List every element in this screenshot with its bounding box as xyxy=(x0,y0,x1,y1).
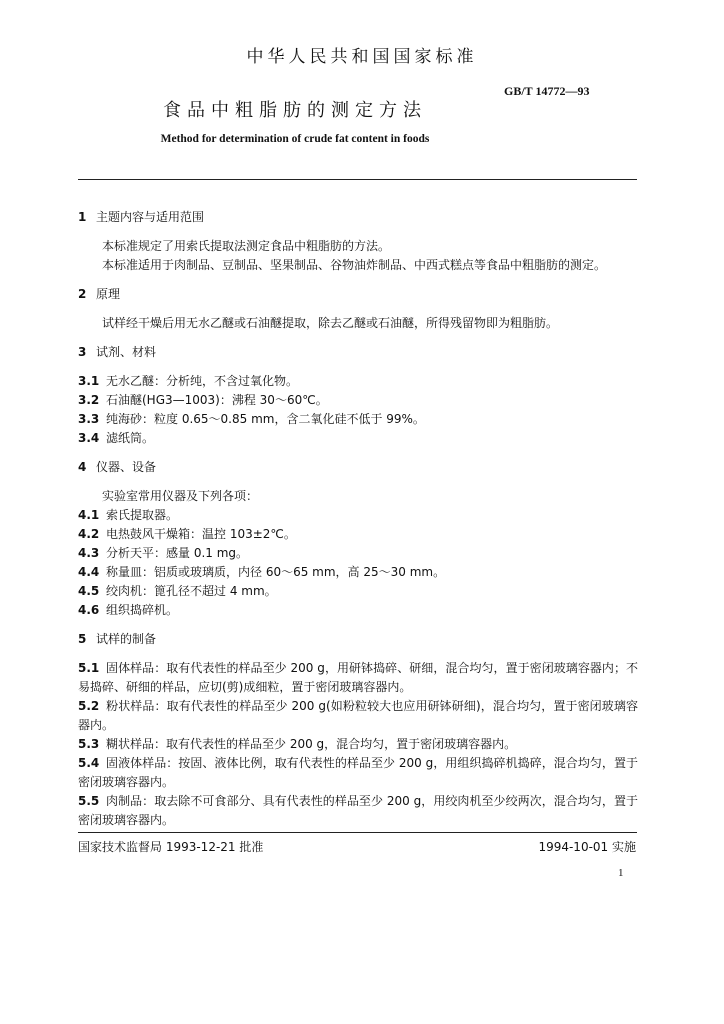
page-number: 1 xyxy=(618,867,624,879)
list-item: 5.4 固液体样品：按固、液体比例，取有代表性的样品至少 200 g，用组织捣碎机捣碎，混合均匀，置于密闭玻璃容器内。 xyxy=(78,756,638,789)
list-item: 4.3 分析天平：感量 0.1 mg。 xyxy=(78,546,249,560)
list-item: 3.2 石油醚(HG3—1003)：沸程 30～60℃。 xyxy=(78,393,328,407)
list-item: 5.1 固体样品：取有代表性的样品至少 200 g，用研钵捣碎、研细，混合均匀，置于密闭玻璃容器内；不易捣碎、研细的样品，应切(剪)成细粒，置于密闭玻璃容器内。 xyxy=(78,661,638,694)
list-item: 4.6 组织捣碎机。 xyxy=(78,603,179,617)
paragraph: 试样经干燥后用无水乙醚或石油醚提取，除去乙醚或石油醚，所得残留物即为粗脂肪。 xyxy=(102,316,559,330)
list-item: 5.2 粉状样品：取有代表性的样品至少 200 g(如粉粒较大也应用研钵研细)，混合均匀，置于密闭玻璃容器内。 xyxy=(78,699,638,732)
title-english: Method for determination of crude fat content in foods xyxy=(160,133,430,145)
section-heading: 4 仪器、设备 xyxy=(78,460,157,474)
standard-number: GB/T 14772—93 xyxy=(504,84,590,98)
implementation-date: 1994-10-01 实施 xyxy=(538,840,636,854)
header-rule xyxy=(78,179,637,180)
list-item: 3.4 滤纸筒。 xyxy=(78,431,155,445)
paragraph: 实验室常用仪器及下列各项： xyxy=(102,489,259,503)
approval-line: 国家技术监督局 1993-12-21 批准 xyxy=(78,840,264,854)
list-item: 4.1 索氏提取器。 xyxy=(78,508,179,522)
national-standard-heading: 中华人民共和国国家标准 xyxy=(246,47,478,67)
list-item: 5.5 肉制品：取去除不可食部分、具有代表性的样品至少 200 g，用绞肉机至少绞两次，混合均匀，置于密闭玻璃容器内。 xyxy=(78,794,638,827)
list-item: 4.2 电热鼓风干燥箱：温控 103±2℃。 xyxy=(78,527,296,541)
list-item: 3.3 纯海砂：粒度 0.65～0.85 mm，含二氧化硅不低于 99%。 xyxy=(78,412,425,426)
list-item: 5.3 糊状样品：取有代表性的样品至少 200 g，混合均匀，置于密闭玻璃容器内。 xyxy=(78,737,517,751)
paragraph: 本标准适用于肉制品、豆制品、坚果制品、谷物油炸制品、中西式糕点等食品中粗脂肪的测定。 xyxy=(102,258,607,272)
section-heading: 5 试样的制备 xyxy=(78,632,157,646)
list-item: 4.5 绞肉机：篦孔径不超过 4 mm。 xyxy=(78,584,277,598)
footer-rule xyxy=(78,832,637,833)
list-item: 4.4 称量皿：铝质或玻璃质，内径 60～65 mm，高 25～30 mm。 xyxy=(78,565,446,579)
list-item: 3.1 无水乙醚：分析纯，不含过氧化物。 xyxy=(78,374,299,388)
title-chinese: 食品中粗脂肪的测定方法 xyxy=(163,100,427,121)
section-heading: 3 试剂、材料 xyxy=(78,345,157,359)
section-heading: 1 主题内容与适用范围 xyxy=(78,210,205,224)
document-body xyxy=(78,208,638,830)
paragraph: 本标准规定了用索氏提取法测定食品中粗脂肪的方法。 xyxy=(102,239,391,253)
section-heading: 2 原理 xyxy=(78,287,121,301)
